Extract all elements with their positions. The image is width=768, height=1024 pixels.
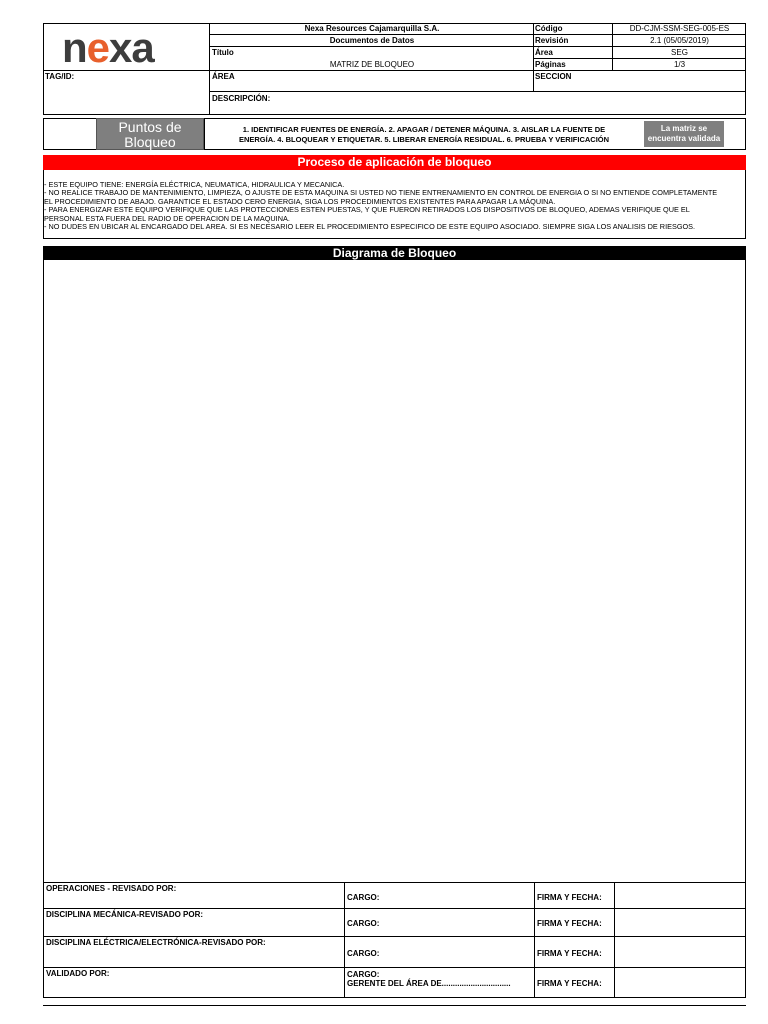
cargo-label (344, 937, 534, 967)
steps-line-1: 1. IDENTIFICAR FUENTES DE ENERGÍA. 2. APAGAR / DETENER MÁQUINA. 3. AISLAR LA FUENTE DE (242, 125, 606, 134)
reviewer-label-text: OPERACIONES - REVISADO POR: (46, 884, 177, 893)
proceso-line: EL PROCEDIMIENTO DE ABAJO. GARANTICE EL ESTADO CERO ENERGIA, SIGA LOS PROCEDIMIENTOS EXISTENTES PARA APAGAR LA MÁQUINA. (44, 196, 556, 206)
reviewer-label-text: VALIDADO POR: (46, 969, 110, 978)
firma-field[interactable] (614, 937, 747, 967)
signature-row (43, 937, 746, 968)
proceso-text (44, 181, 746, 231)
cargo-label-text: CARGO: (347, 893, 380, 902)
steps-text (206, 125, 642, 144)
revision-value: 2.1 (05/05/2019) (650, 36, 709, 45)
cargo-label (344, 968, 534, 997)
reviewer-label (44, 909, 344, 936)
firma-label (534, 968, 614, 997)
descripcion-line (209, 91, 746, 92)
area-info-label: ÁREA (212, 72, 235, 81)
page-bottom-line (43, 1005, 746, 1006)
logo-text: nexa (62, 24, 154, 71)
codigo-value: DD-CJM-SSM-SEG-005-ES (629, 24, 730, 33)
reviewer-label (44, 968, 344, 997)
proceso-line: - PARA ENERGIZAR ESTE EQUIPO VERIFIQUE QUE LAS PROTECCIONES ESTEN PUESTAS, Y QUE FUERON RETIRADOS LOS DISPOSITIVOS DE BLOQUEO, ADEMAS VERIFIQUE QUE EL (44, 205, 690, 215)
area-label: Área (535, 48, 553, 57)
cargo-label-text: CARGO: (347, 970, 380, 979)
signature-table (43, 882, 746, 998)
cargo-label (344, 909, 534, 936)
steps-line-2: ENERGÍA. 4. BLOQUEAR Y ETIQUETAR. 5. LIBERAR ENERGÍA RESIDUAL. 6. PRUEBA Y VERIFICACIÓN (238, 134, 610, 144)
seccion-label: SECCION (535, 72, 572, 81)
tag-id-label: TAG/ID: (45, 72, 75, 81)
signature-row (43, 882, 746, 909)
titulo-label: Título (212, 48, 234, 57)
firma-field[interactable] (614, 968, 747, 997)
firma-label (534, 883, 614, 908)
paginas-label: Páginas (535, 60, 566, 69)
revision-label: Revisión (535, 36, 569, 45)
firma-label-text: FIRMA Y FECHA: (537, 949, 602, 958)
paginas-value: 1/3 (673, 60, 686, 69)
diagrama-area (43, 246, 746, 883)
doc-type: Documentos de Datos (329, 36, 415, 45)
steps-divider (204, 118, 205, 150)
firma-label-text: FIRMA Y FECHA: (537, 979, 602, 988)
validada-badge: La matriz se encuentra validada (644, 121, 724, 147)
cargo-label-text: CARGO: (347, 949, 380, 958)
puntos-de-bloqueo: Puntos de Bloqueo (96, 118, 204, 150)
proceso-line: PERSONAL ESTA FUERA DEL RADIO DE OPERACION DE LA MAQUINA. (44, 213, 290, 223)
reviewer-label (44, 883, 344, 908)
proceso-title: Proceso de aplicación de bloqueo (43, 155, 746, 170)
cargo-gerente-text: GERENTE DEL ÁREA DE............................... (347, 979, 511, 988)
reviewer-label (44, 937, 344, 967)
reviewer-label-text: DISCIPLINA ELÉCTRICA/ELECTRÓNICA-REVISADO POR: (46, 938, 266, 947)
proceso-line: - NO REALICE TRABAJO DE MANTENIMIENTO, LIMPIEZA, O AJUSTE DE ESTA MAQUINA SI USTED NO TIENE ENTRENAMIENTO EN CONTROL DE ENERGIA O SI NO ENTIENDE COMPLETAMENTE (44, 188, 718, 198)
titulo-value: MATRIZ DE BLOQUEO (329, 60, 415, 69)
diagrama-title: Diagrama de Bloqueo (43, 246, 746, 260)
reviewer-label-text: DISCIPLINA MECÁNICA-REVISADO POR: (46, 910, 204, 919)
signature-row (43, 968, 746, 998)
firma-label (534, 909, 614, 936)
cargo-label (344, 883, 534, 908)
descripcion-label: DESCRIPCIÓN: (212, 94, 271, 103)
proceso-line: - NO DUDES EN UBICAR AL ENCARGADO DEL AREA. SI ES NECESARIO LEER EL PROCEDIMIENTO ESPECIFICO DE ESTE EQUIPO ASOCIADO. SIEMPRE SIGA LOS ANALISIS DE RIESGOS. (44, 222, 696, 232)
firma-label-text: FIRMA Y FECHA: (537, 893, 602, 902)
firma-field[interactable] (614, 909, 747, 936)
area-value: SEG (671, 48, 688, 57)
codigo-label: Código (535, 24, 563, 33)
cargo-label-text: CARGO: (347, 919, 380, 928)
nexa-logo (62, 24, 186, 71)
company-name: Nexa Resources Cajamarquilla S.A. (304, 24, 440, 33)
signature-row (43, 909, 746, 937)
info-row-top-line (43, 70, 746, 71)
firma-field[interactable] (614, 883, 747, 908)
firma-label (534, 937, 614, 967)
firma-label-text: FIRMA Y FECHA: (537, 919, 602, 928)
proceso-line: - ESTE EQUIPO TIENE: ENERGÍA ELÉCTRICA, NEUMATICA, HIDRAULICA Y MECANICA. (44, 180, 345, 189)
